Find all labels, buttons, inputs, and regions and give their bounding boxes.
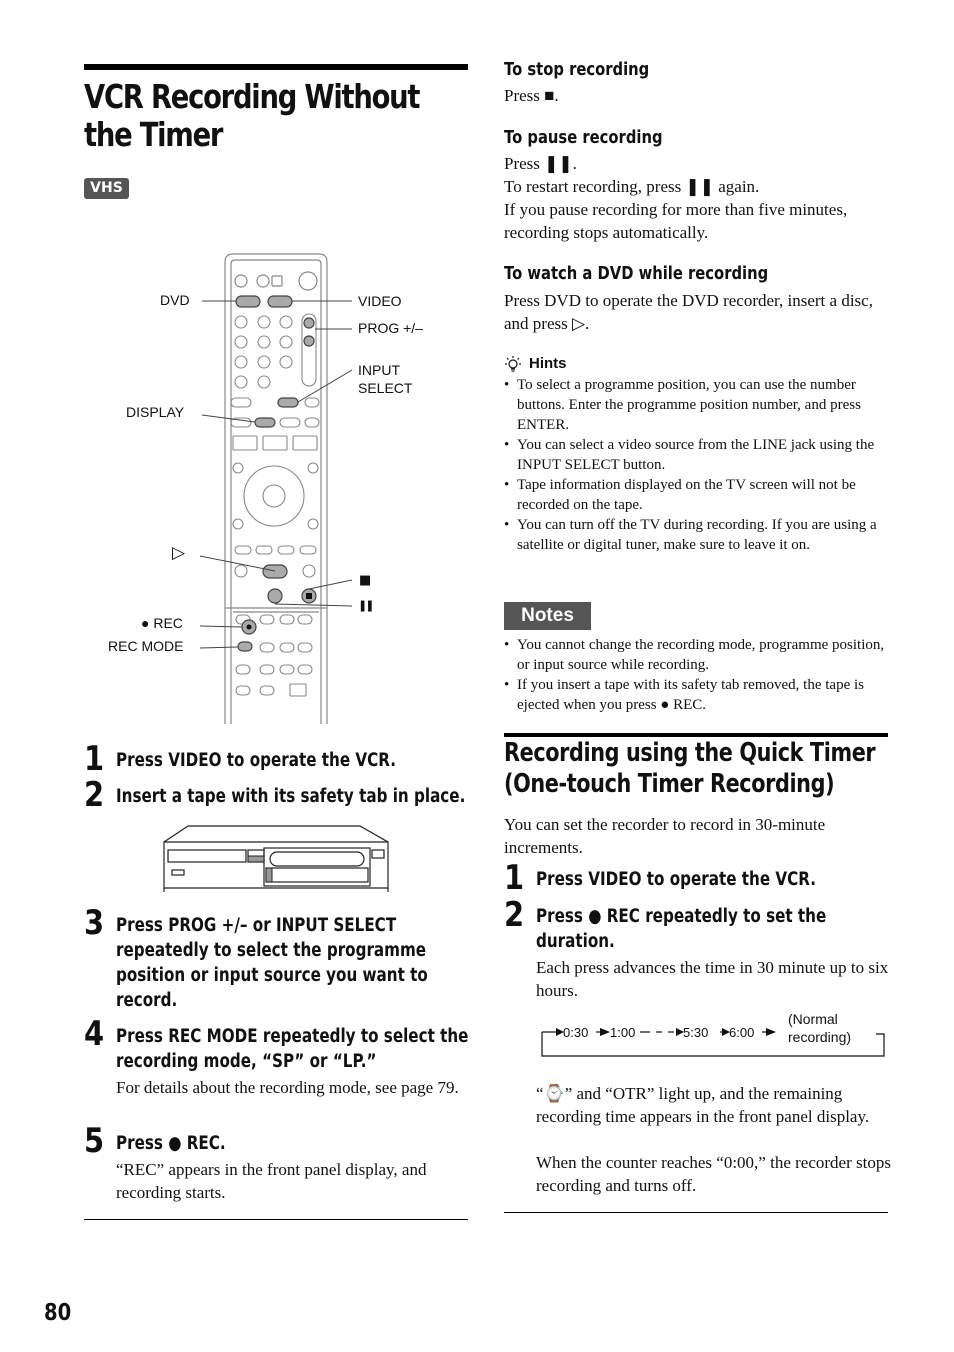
- stop-text: Press ■.: [504, 86, 559, 105]
- step-number: 3: [84, 903, 105, 943]
- label-input: INPUT: [358, 362, 400, 378]
- time-6-00: 6:00: [729, 1025, 755, 1040]
- step-text: Press ● REC repeatedly to set the duration.: [536, 906, 827, 952]
- page-title: VCR Recording Without the Timer: [84, 77, 420, 154]
- hint-item: • You can select a video source from the LINE jack using the INPUT SELECT button.: [504, 435, 890, 475]
- step-text: Press VIDEO to operate the VCR.: [116, 750, 397, 771]
- label-pause-icon: ❚❚: [358, 599, 373, 612]
- label-rec-mode: REC MODE: [108, 638, 184, 654]
- section-rule: [504, 733, 888, 737]
- vcr-illustration: [160, 822, 392, 894]
- time-1-00: 1:00: [610, 1025, 636, 1040]
- pause-heading: To pause recording: [504, 127, 663, 148]
- label-dvd: DVD: [160, 292, 190, 308]
- label-stop-icon: ■: [359, 573, 372, 588]
- right-bottom-rule: [504, 1212, 888, 1213]
- step-detail: Each press advances the time in 30 minute up to six hours.: [536, 958, 889, 1000]
- normal-recording-label-2: recording): [788, 1029, 852, 1045]
- step-text: Press REC MODE repeatedly to select the recording mode, “SP” or “LP.”: [116, 1026, 469, 1072]
- hint-item: • Tape information displayed on the TV screen will not be recorded on the tape.: [504, 475, 890, 515]
- label-play-icon: ▷: [172, 543, 186, 563]
- normal-recording-label-1: (Normal: [788, 1011, 838, 1027]
- notes-badge: Notes: [504, 602, 591, 630]
- page-number: 80: [44, 1300, 72, 1326]
- pause-line1: Press ❚❚.: [504, 154, 577, 173]
- time-0-30: 0:30: [563, 1025, 589, 1040]
- step-number: 1: [84, 739, 105, 779]
- hints-title: Hints: [529, 355, 567, 372]
- step-detail: For details about the recording mode, see page 79.: [116, 1078, 459, 1097]
- vhs-badge: VHS: [84, 178, 129, 199]
- quick-timer-after-1: “⌚” and “OTR” light up, and the remaining recording time appears in the front panel display.: [536, 1084, 870, 1126]
- step-text: Press VIDEO to operate the VCR.: [536, 869, 817, 890]
- pause-line3: If you pause recording for more than five minutes, recording stops automatically.: [504, 200, 848, 242]
- step-number: 2: [84, 775, 105, 815]
- time-5-30: 5:30: [683, 1025, 709, 1040]
- label-select: SELECT: [358, 380, 413, 396]
- label-rec: ● REC: [141, 615, 183, 631]
- label-prog: PROG +/–: [358, 320, 423, 336]
- title-rule: [84, 64, 468, 70]
- quick-timer-after-2: When the counter reaches “0:00,” the recorder stops recording and turns off.: [536, 1153, 891, 1195]
- step-detail: “REC” appears in the front panel display, and recording starts.: [116, 1160, 427, 1202]
- lightbulb-icon: [504, 355, 522, 373]
- hint-item: • You can turn off the TV during recording. If you are using a satellite or digital tuner, make sure to leave it on.: [504, 515, 890, 555]
- label-display: DISPLAY: [126, 404, 185, 420]
- hint-item: • To select a programme position, you can use the number buttons. Enter the programme position number, and press ENTER.: [504, 375, 890, 435]
- quick-timer-heading: Recording using the Quick Timer (One-touch Timer Recording): [504, 738, 876, 799]
- step-number: 2: [504, 895, 525, 935]
- left-bottom-rule: [84, 1219, 468, 1220]
- step-number: 4: [84, 1014, 105, 1054]
- hints-list: [504, 375, 890, 555]
- step-number: 1: [504, 858, 525, 898]
- label-video: VIDEO: [358, 293, 402, 309]
- step-text: Insert a tape with its safety tab in place.: [116, 786, 466, 807]
- step-number: 5: [84, 1121, 105, 1161]
- watch-text: Press DVD to operate the DVD recorder, insert a disc, and press ▷.: [504, 291, 873, 333]
- quick-timer-intro: You can set the recorder to record in 30-minute increments.: [504, 815, 826, 857]
- note-item: • You cannot change the recording mode, programme position, or input source while recording.: [504, 635, 890, 675]
- notes-list: [504, 635, 890, 715]
- step-text: Press PROG +/– or INPUT SELECT repeatedly to select the programme position or input source you want to record.: [116, 915, 428, 1011]
- pause-line2: To restart recording, press ❚❚ again.: [504, 177, 760, 196]
- watch-heading: To watch a DVD while recording: [504, 263, 769, 284]
- note-item: • If you insert a tape with its safety tab removed, the tape is ejected when you press ● REC.: [504, 675, 890, 715]
- stop-heading: To stop recording: [504, 59, 650, 80]
- step-text: Press ● REC.: [116, 1133, 226, 1154]
